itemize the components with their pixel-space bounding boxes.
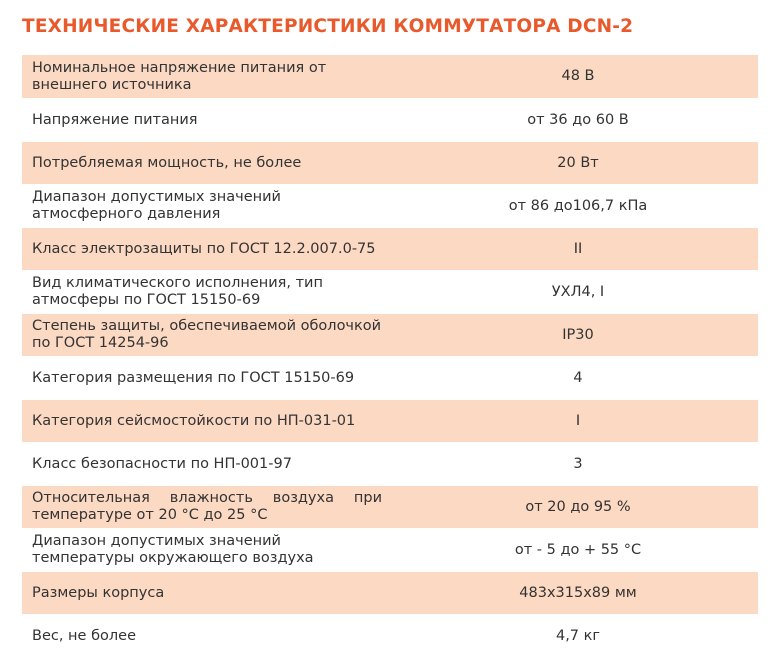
- row-value: от - 5 до + 55 °С: [514, 541, 642, 558]
- table-row: [22, 400, 758, 443]
- page-title: ТЕХНИЧЕСКИЕ ХАРАКТЕРИСТИКИ КОММУТАТОРА DCN-2: [22, 16, 634, 37]
- row-value: 4,7 кг: [555, 628, 601, 644]
- table-row: [22, 443, 758, 486]
- table-row: [22, 99, 758, 142]
- row-value: 48 В: [561, 68, 595, 84]
- row-label: Класс безопасности по НП-001-97: [32, 455, 292, 472]
- row-label: Относительная влажность воздуха при температуре от 20 °С до 25 °С: [32, 490, 382, 523]
- row-value: IP30: [562, 326, 594, 343]
- row-label: Вид климатического исполнения, тип атмосферы по ГОСТ 15150-69: [32, 275, 323, 308]
- row-label: Диапазон допустимых значений температуры окружающего воздуха: [32, 533, 314, 566]
- row-value: II: [573, 240, 583, 257]
- row-label: Класс электрозащиты по ГОСТ 12.2.007.0-75: [32, 240, 376, 257]
- specs-table: [22, 55, 758, 658]
- row-label: Степень защиты, обеспечиваемой оболочкой по ГОСТ 14254-96: [32, 318, 382, 351]
- table-row: [22, 529, 758, 572]
- table-row: [22, 228, 758, 271]
- row-value: 3: [573, 455, 583, 472]
- table-row: [22, 357, 758, 400]
- row-label: Номинальное напряжение питания от внешнего источника: [32, 59, 327, 93]
- row-value: от 86 до106,7 кПа: [508, 197, 648, 214]
- table-row: [22, 185, 758, 228]
- row-value: 4: [573, 369, 583, 386]
- row-value: 20 Вт: [557, 154, 599, 171]
- table-row: [22, 486, 758, 529]
- row-value: УХЛ4, I: [551, 283, 605, 300]
- row-label: Потребляемая мощность, не более: [32, 154, 302, 171]
- row-label: Диапазон допустимых значений атмосферного давления: [32, 189, 281, 222]
- row-label: Категория сейсмостойкости по НП-031-01: [32, 412, 356, 429]
- table-row: [22, 314, 758, 357]
- row-label: Напряжение питания: [32, 111, 198, 128]
- row-value: 483x315x89 мм: [519, 584, 637, 601]
- table-row: [22, 572, 758, 615]
- table-row: [22, 615, 758, 658]
- row-label: Категория размещения по ГОСТ 15150-69: [32, 369, 355, 386]
- row-value: от 36 до 60 В: [527, 111, 629, 128]
- row-label: Вес, не более: [32, 628, 136, 644]
- table-row: [22, 142, 758, 185]
- table-row: [22, 55, 758, 99]
- row-value: I: [575, 412, 581, 429]
- row-label: Размеры корпуса: [32, 584, 165, 601]
- table-row: [22, 271, 758, 314]
- row-value: от 20 до 95 %: [525, 498, 631, 515]
